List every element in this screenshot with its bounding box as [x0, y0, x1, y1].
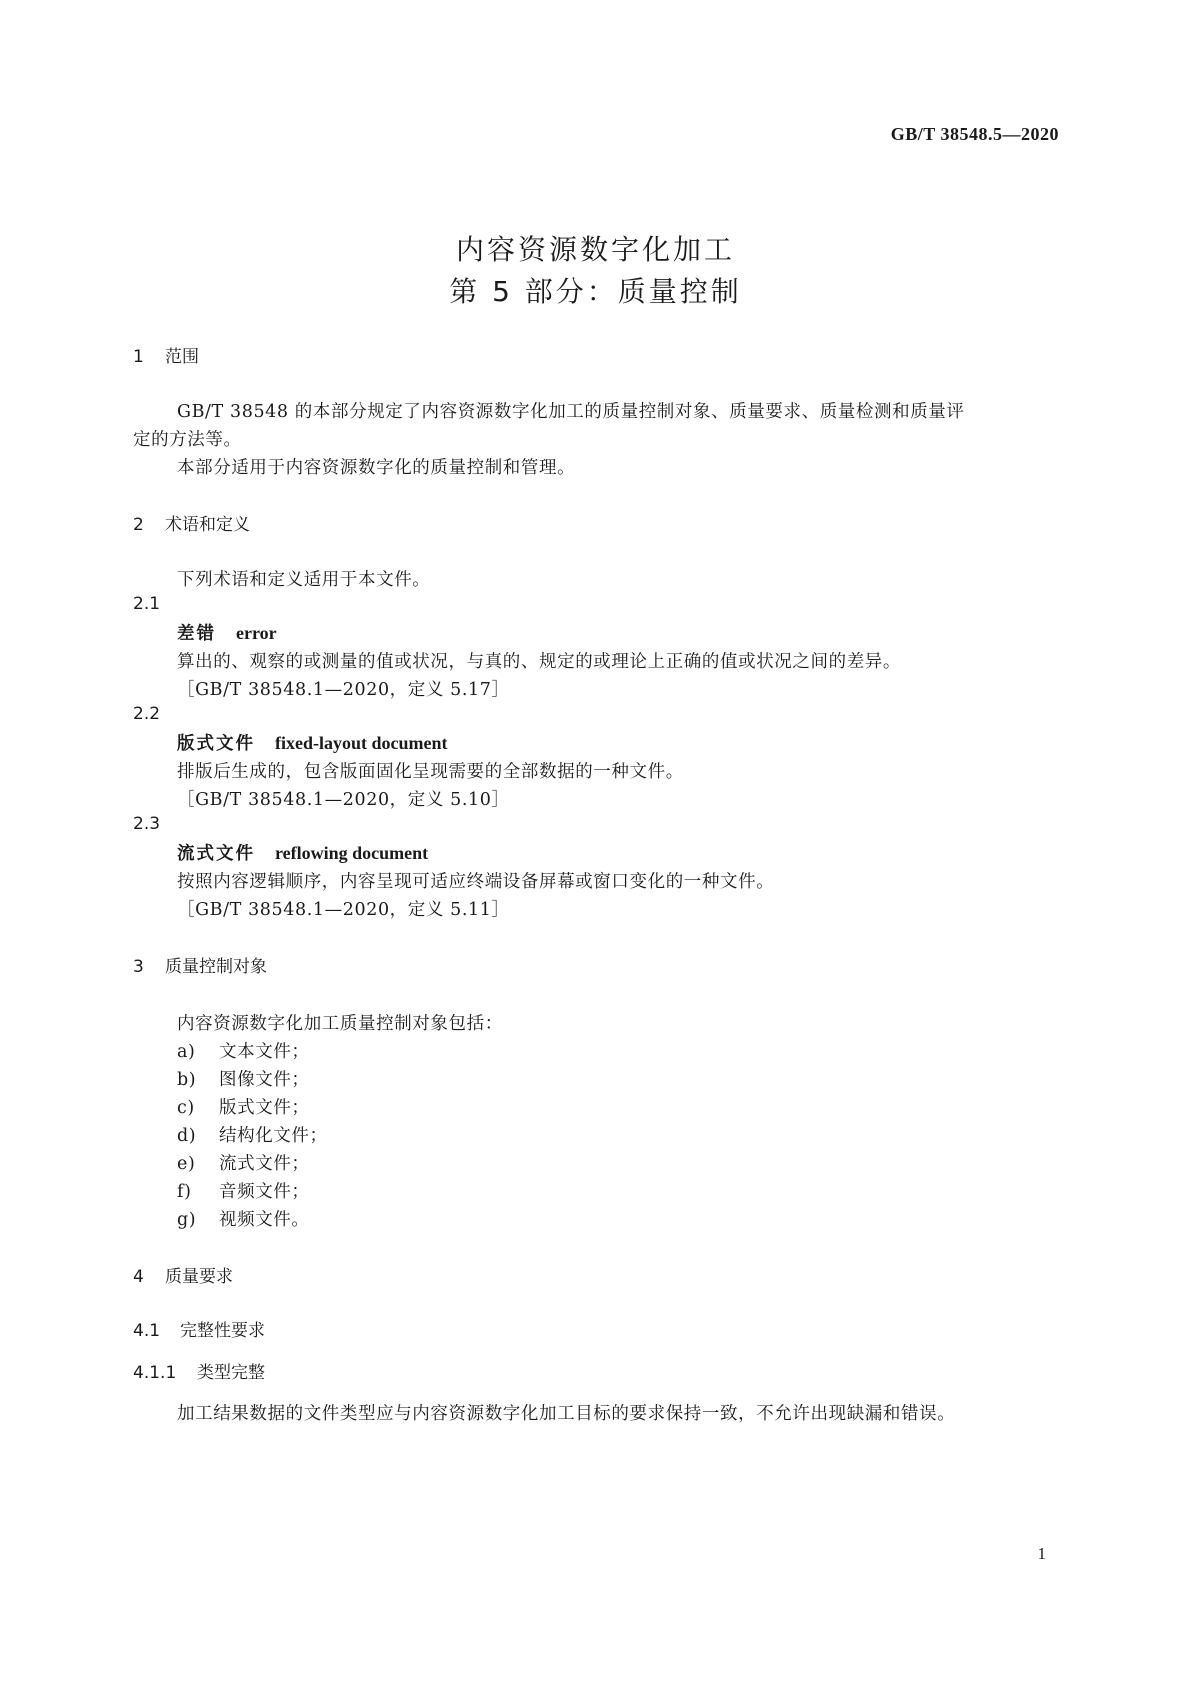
list-text: 结构化文件；: [219, 1126, 328, 1146]
section-title: 范围: [165, 347, 199, 367]
list-item: [177, 1178, 310, 1203]
term-heading: [177, 840, 428, 865]
section-title: 质量要求: [165, 1267, 233, 1287]
section-number: 4: [133, 1267, 144, 1287]
page-number: 1: [1037, 1544, 1046, 1563]
subsection-4-1-1-heading: [133, 1358, 265, 1383]
list-item: [177, 1150, 310, 1175]
term-en: fixed-layout document: [275, 733, 448, 753]
section-1-heading: [133, 342, 199, 367]
term-source: ［GB/T 38548.1—2020，定义 5.17］: [177, 680, 510, 700]
term-heading: [177, 730, 448, 755]
standard-code: GB/T 38548.5—2020: [890, 124, 1059, 144]
term-number: 2.1: [133, 594, 161, 614]
term-number: 2.2: [133, 704, 161, 724]
term-definition: 排版后生成的，包含版面固化呈现需要的全部数据的一种文件。: [177, 762, 684, 782]
list-marker: f): [177, 1182, 192, 1202]
section-3-heading: [133, 952, 267, 977]
paragraph: GB/T 38548 的本部分规定了内容资源数字化加工的质量控制对象、质量要求、质量检测和质量评: [177, 402, 965, 422]
section-number: 1: [133, 347, 144, 367]
list-marker: a): [177, 1042, 196, 1062]
document-subtitle: 第 5 部分：质量控制: [449, 275, 742, 308]
term-zh: 差错: [177, 624, 216, 644]
list-item: [177, 1094, 310, 1119]
term-definition: 算出的、观察的或测量的值或状况，与真的、规定的或理论上正确的值或状况之间的差异。: [177, 652, 901, 672]
section-number: 2: [133, 515, 144, 535]
paragraph-continuation: 定的方法等。: [133, 430, 242, 450]
list-item: [177, 1066, 310, 1091]
section-number: 3: [133, 957, 144, 977]
subsection-4-1-heading: [133, 1316, 265, 1341]
list-item: [177, 1038, 310, 1063]
section-number: 4.1: [133, 1321, 161, 1341]
term-number: 2.3: [133, 814, 161, 834]
list-text: 版式文件；: [219, 1098, 310, 1118]
list-text: 图像文件；: [219, 1070, 310, 1090]
document-title: 内容资源数字化加工: [455, 233, 735, 266]
section-number: 4.1.1: [133, 1363, 177, 1383]
list-marker: c): [177, 1098, 195, 1118]
paragraph: 本部分适用于内容资源数字化的质量控制和管理。: [177, 458, 576, 478]
section-2-heading: [133, 510, 250, 535]
term-source: ［GB/T 38548.1—2020，定义 5.11］: [177, 900, 510, 920]
list-text: 文本文件；: [219, 1042, 310, 1062]
list-item: [177, 1206, 310, 1231]
section-title: 术语和定义: [165, 515, 250, 535]
list-text: 音频文件；: [219, 1182, 310, 1202]
section-4-heading: [133, 1262, 233, 1287]
list-marker: e): [177, 1154, 196, 1174]
section-title: 质量控制对象: [165, 957, 267, 977]
list-text: 视频文件。: [219, 1210, 310, 1230]
list-marker: d): [177, 1126, 197, 1146]
section-title: 完整性要求: [180, 1321, 265, 1341]
paragraph: 内容资源数字化加工质量控制对象包括：: [177, 1014, 503, 1034]
term-heading: [177, 620, 277, 645]
list-marker: g): [177, 1210, 197, 1230]
term-en: reflowing document: [275, 843, 429, 863]
term-zh: 版式文件: [177, 734, 255, 754]
paragraph: 加工结果数据的文件类型应与内容资源数字化加工目标的要求保持一致，不允许出现缺漏和错误。: [177, 1404, 956, 1424]
list-marker: b): [177, 1070, 197, 1090]
term-zh: 流式文件: [177, 844, 255, 864]
paragraph: 下列术语和定义适用于本文件。: [177, 570, 431, 590]
term-source: ［GB/T 38548.1—2020，定义 5.10］: [177, 790, 510, 810]
term-definition: 按照内容逻辑顺序，内容呈现可适应终端设备屏幕或窗口变化的一种文件。: [177, 872, 775, 892]
list-text: 流式文件；: [219, 1154, 310, 1174]
list-item: [177, 1122, 328, 1147]
section-title: 类型完整: [197, 1363, 265, 1383]
term-en: error: [236, 623, 277, 643]
